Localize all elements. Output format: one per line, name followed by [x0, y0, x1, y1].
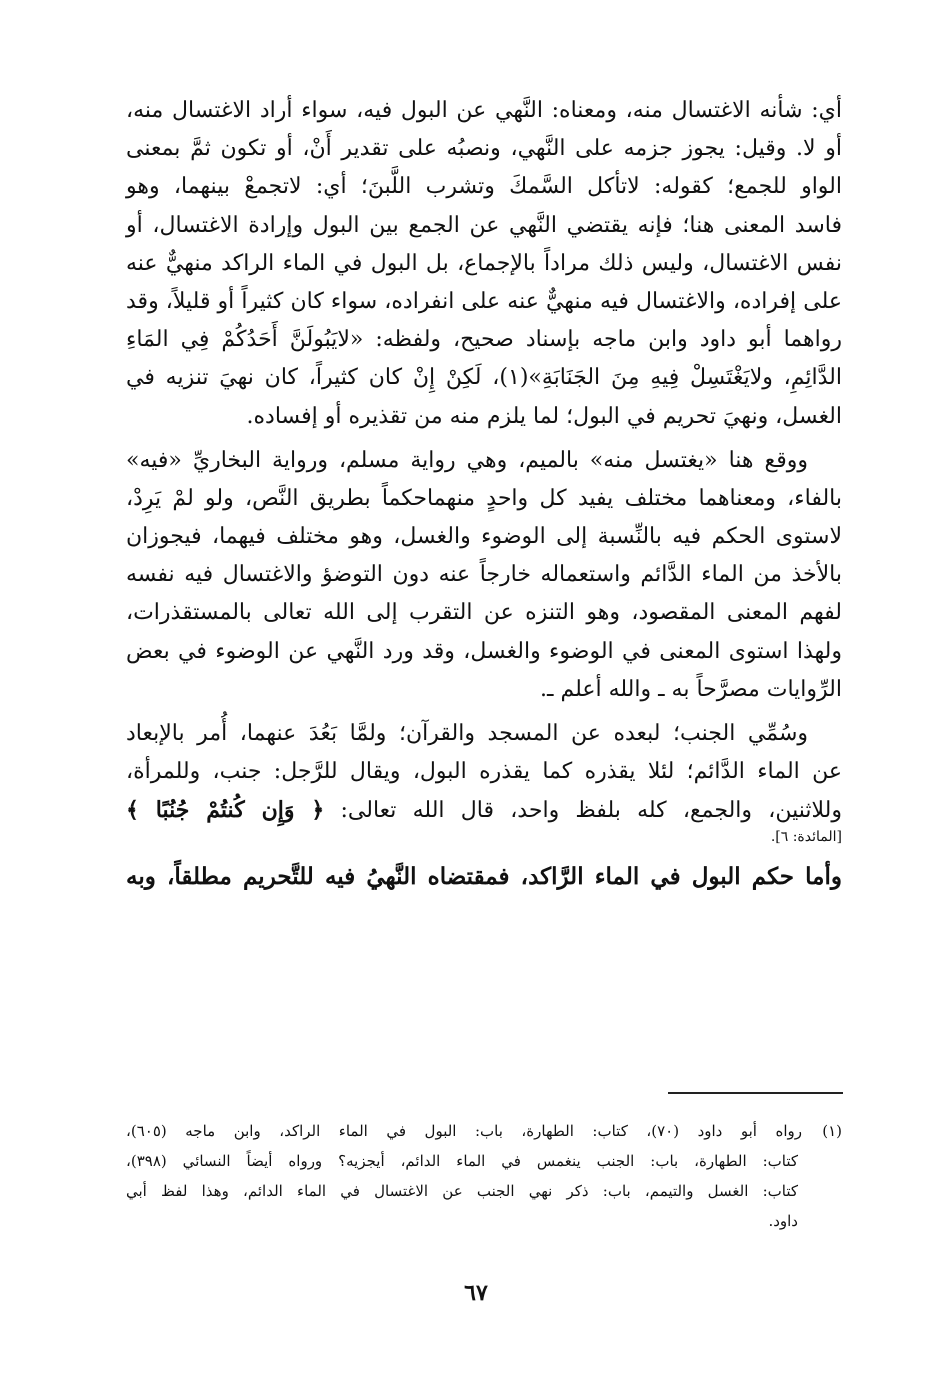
- text-line: نفس الاغتسال، وليس ذلك مراداً بالإجماع، بل البول في الماء الراكد منهيٌّ عنه: [126, 250, 842, 276]
- paragraph-3: [126, 715, 842, 852]
- footnote-separator: [668, 1092, 843, 1094]
- text-line: ووقع هنا «يغتسل منه» بالميم، وهي رواية مسلم، ورواية البخاريِّ «فيه»: [126, 447, 808, 473]
- page-body: [126, 92, 842, 902]
- text-line: الدَّائِمِ، ولايَغْتَسِلْ فِيهِ مِنَ الجَنَابَةِ»(١)، لَكِنْ إِنْ كان كثيراً، كان نهيَ تنزيه في: [126, 365, 842, 391]
- text-line: أي: شأنه الاغتسال منه، ومعناه: النَّهي عن البول فيه، سواء أراد الاغتسال منه،: [126, 98, 842, 123]
- paragraph-1: [126, 92, 842, 436]
- text-line: فاسد المعنى هنا؛ فإنه يقتضي النَّهي عن الجمع بين البول وإرادة الاغتسال، أو: [126, 212, 842, 238]
- text-line: الواو للجمع؛ كقوله: لاتأكل السَّمكَ وتشرب اللَّبنَ؛ أي: لاتجمعْ بينهما، وهو: [126, 174, 842, 200]
- text-line: بالفاء، ومعناهما مختلف يفيد كل واحدٍ منهماحكماً بطريق النَّص، ولو لمْ يَرِدْ،: [126, 485, 842, 511]
- quran-verse: ﴿ وَإِن كُنتُمْ جُنُبًا ﴾: [126, 797, 325, 824]
- quran-line: [126, 791, 842, 829]
- text-line: على إفراده، والاغتسال فيه منهيٌّ عنه على انفراده، سواء كان كثيراً أو قليلاً، وقد: [126, 288, 842, 314]
- footnote-line: كتاب: الطهارة، باب: الجنب ينغمس في الماء الدائم، أيجزيه؟ ورواه أيضاً النسائي (٣٩٨)،: [126, 1152, 798, 1170]
- text-line: ولهذا استوى المعنى في الوضوء والغسل، وقد ورد النَّهي عن الوضوء في بعض: [126, 638, 842, 664]
- text-line: رواهما أبو داود وابن ماجه بإسناد صحيح، ولفظه: «لايَبُولَنَّ أَحَدُكُمْ فِي المَاءِ: [126, 327, 842, 353]
- footnote-line: داود.: [768, 1212, 798, 1230]
- footnote-line: كتاب: الغسل والتيمم، باب: ذكر نهي الجنب عن الاغتسال في الماء الدائم، وهذا لفظ أبي: [126, 1182, 798, 1200]
- text-line: أو لا. وقيل: يجوز جزمه على النَّهي، ونصبُه على تقدير أَنْ، أو تكون ثمَّ بمعنى: [126, 136, 842, 162]
- footnote-line: رواه أبو داود (٧٠)، كتاب: الطهارة، باب: البول في الماء الراكد، وابن ماجه (٦٠٥)،: [126, 1122, 802, 1140]
- footnotes: [126, 1116, 842, 1236]
- paragraph-2: [126, 442, 842, 709]
- text-line: وسُمِّي الجنب؛ لبعده عن المسجد والقرآن؛ ولمَّا بَعُدَ عنهما، أُمر بالإبعاد: [126, 721, 808, 746]
- text-line: لاستوى الحكم فيه بالنِّسبة إلى الوضوء والغسل، وهو مختلف فيهما، فيجوزان: [126, 524, 842, 550]
- page-number: ٦٧: [464, 1280, 488, 1306]
- text-line: بالأخذ من الماء الدَّائم واستعماله خارجاً عنه دون التوضؤ والاغتسال فيه نفسه: [126, 562, 842, 588]
- bold-text-line: وأما حكم البول في الماء الرَّاكد، فمقتضاه النَّهيُ فيه للتَّحريم مطلقاً، وبه: [126, 862, 842, 890]
- text-line: الرِّوايات مصرَّحاً به ـ والله أعلم ـ.: [540, 676, 842, 702]
- footnote-number: (١): [822, 1122, 842, 1140]
- text-line: لفهم المعنى المقصود، وهو التنزه عن التقرب إلى الله تعالى بالمستقذرات،: [126, 600, 842, 626]
- text-line: عن الماء الدَّائم؛ لئلا يقذره كما يقذره البول، ويقال للرَّجل: جنب، وللمرأة،: [126, 759, 842, 785]
- paragraph-4: [126, 858, 842, 896]
- text-line: الغسل، ونهيَ تحريم في البول؛ لما يلزم منه من تقذيره أو إفساده.: [246, 403, 842, 429]
- footnote-item: [126, 1116, 842, 1146]
- quran-line-prefix: وللاثنين، والجمع، كله بلفظ واحد، قال الله تعالى:: [324, 798, 842, 824]
- quran-reference: [المائدة: ٦].: [770, 828, 842, 845]
